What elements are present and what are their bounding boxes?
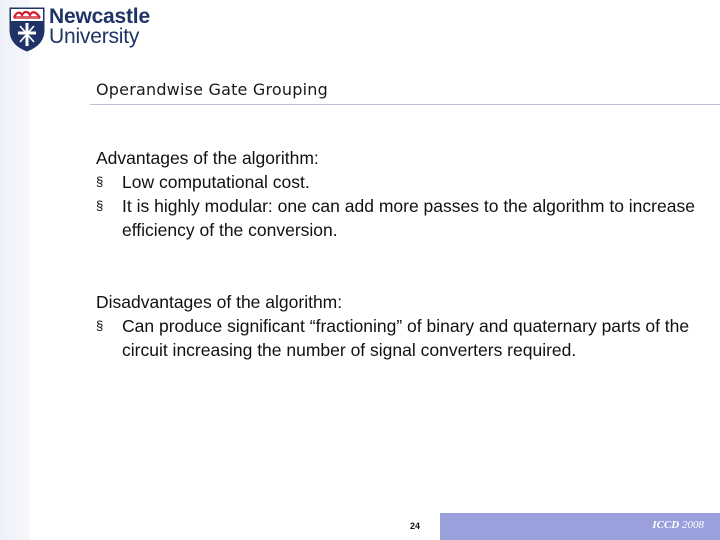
footer-conference-label: [652, 519, 704, 531]
advantages-heading: Advantages of the algorithm:: [96, 148, 319, 168]
advantages-list: [96, 170, 696, 242]
slide-content: [96, 146, 696, 362]
disadvantages-list: [96, 314, 696, 362]
section-spacer: [96, 242, 696, 266]
logo-line-university: University: [49, 25, 140, 48]
conference-name: ICCD: [652, 519, 680, 531]
advantage-text: Low computational cost.: [122, 172, 310, 192]
list-item: [96, 314, 696, 362]
shield-icon: [8, 6, 46, 52]
bullet-marker: §: [96, 318, 104, 333]
logo-line-newcastle: Newcastle: [49, 5, 150, 28]
university-logo: [8, 6, 150, 52]
conference-year: 2008: [682, 519, 704, 531]
left-decorative-strip: [0, 0, 30, 540]
disadvantages-heading: Disadvantages of the algorithm:: [96, 292, 343, 312]
section-spacer: [96, 266, 696, 290]
disadvantage-text: Can produce significant “fractioning” of binary and quaternary parts of the circuit increasing the number of signal converters required.: [122, 316, 690, 360]
logo-wordmark: [49, 7, 150, 47]
bullet-marker: §: [96, 198, 104, 213]
title-divider: [90, 104, 720, 105]
page-number: 24: [410, 521, 421, 531]
slide-title: Operandwise Gate Grouping: [96, 80, 328, 99]
footer-bar: [440, 513, 720, 540]
list-item: [96, 194, 696, 242]
list-item: [96, 170, 696, 194]
advantage-text: It is highly modular: one can add more passes to the algorithm to increase efficiency of the conversion.: [122, 196, 695, 240]
bullet-marker: §: [96, 174, 104, 189]
